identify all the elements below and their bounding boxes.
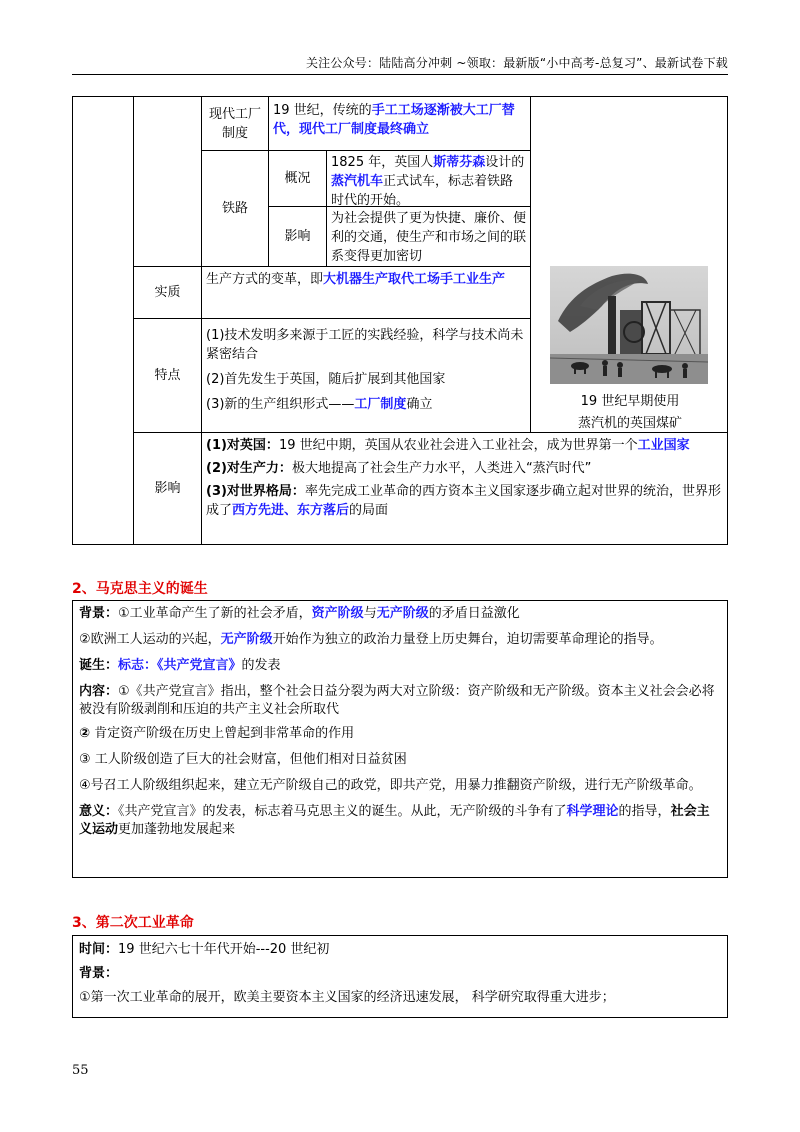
section-2-title: 2、马克思主义的诞生 [72,581,208,597]
row-content-factory-system [269,99,530,150]
s2-bold: 无产阶级 [220,632,273,647]
s3-text: 19 世纪六七十年代开始---20 世纪初 [118,942,330,957]
row-content-influence [202,434,727,544]
s3-background-label: 背景： [79,966,119,981]
photo-caption-line1: 19 世纪早期使用 [580,394,680,409]
feature-item-bold: 工厂制度 [354,397,407,412]
influence-key: (3)对世界格局： [206,484,305,499]
influence-text: 19 世纪中期，英国从农业社会进入工业社会，成为世界第一个 [278,438,638,453]
table-border-left [72,96,73,545]
coal-mine-photo [550,266,708,384]
s2-content-2 [73,725,727,743]
s2-text: 开始作为独立的政治力量登上历史舞台，迫切需要革命理论的指导。 [272,632,663,647]
railway-overview-content [327,151,530,206]
s3-time [73,941,727,959]
influence-key: (2)对生产力： [206,461,292,476]
s2-bold: 标志：《共产党宣言》 [118,658,242,673]
influence-item-britain [206,436,723,455]
s2-text: 的指导， [618,804,671,819]
section-3-box [72,935,728,1018]
influence-key: (1)对英国： [206,438,279,453]
s2-birth [73,657,727,675]
feature-item-text: (3)新的生产组织形式—— [206,397,355,412]
page-header: 关注公众号：陆陆高分冲刺 ~领取：最新版“小中高考-总复习”、最新试卷下载 [305,56,728,70]
essence-bold: 大机器生产取代工场手工业生产 [323,272,506,287]
influence-bold: 工业国家 [637,438,690,453]
s2-sig-label: 意义： [79,804,119,819]
influence-bold: 西方先进、东方落后 [232,503,350,518]
s2-birth-label: 诞生： [79,658,119,673]
s3-time-label: 时间： [79,942,119,957]
s2-significance [73,803,727,839]
factory-system-text: 19 世纪，传统的 [273,103,372,118]
row-label-influence: 影响 [154,481,181,496]
photo-caption-line2: 蒸汽机的英国煤矿 [577,416,682,431]
s2-text: 与 [363,606,377,621]
factory-system-bold: 手工工场逐渐被大工厂替代，现代工厂制度最终确立 [273,103,515,137]
s2-bold: 科学理论 [566,804,619,819]
s2-text: ②欧洲工人运动的兴起， [79,632,221,647]
page-number: 55 [72,1063,89,1078]
s2-text: ①《共产党宣言》指出，整个社会日益分裂为两大对立阶级：资产阶级和无产阶级。资本主义社会会必将被没有阶级剥削和压迫的共产主义社会所取代 [79,684,715,717]
s2-text: 更加蓬勃地发展起来 [118,822,236,837]
table-border-bottom [72,544,728,545]
s2-text: 肯定资产阶级在历史上曾起到非常革命的作用 [94,726,355,741]
railway-overview-text-1: 1825 年，英国人 [331,155,434,170]
s2-bold: 无产阶级 [376,606,429,621]
feature-item: (2)首先发生于英国，随后扩展到其他国家 [206,372,446,387]
row-label-essence: 实质 [154,285,181,300]
s2-key: 社会主义运动 [79,804,710,837]
railway-impact-content: 为社会提供了更为快捷、廉价、便利的交通，使生产和市场之间的联系变得更加密切 [331,211,527,264]
s2-content-4: ④号召工人阶级组织起来，建立无产阶级自己的政党，即共产党，用暴力推翻资产阶级，进行无产阶级革命。 [79,778,702,793]
influence-item-world [206,482,723,520]
s2-text: 《共产党宣言》的发表，标志着马克思主义的诞生。从此，无产阶级的斗争有了 [118,804,567,819]
table-border-top [72,96,728,97]
influence-text: 极大地提高了社会生产力水平，人类进入“蒸汽时代” [291,461,592,476]
railway-overview-text-2: 设计的 [485,155,525,170]
influence-text: 的局面 [349,503,389,518]
influence-item-productivity [206,459,723,478]
s2-text: 的发表 [241,658,281,673]
railway-sub-impact: 影响 [284,229,311,244]
s2-background-1 [73,605,727,623]
s2-content-label: 内容： [79,684,119,699]
essence-text: 生产方式的变革，即 [206,272,324,287]
railway-sub-overview: 概况 [284,171,311,186]
table-border-right [727,96,728,545]
s2-mark: ② [79,726,91,741]
row-line [133,432,728,433]
influence-text: 率先完成工业革命的西方资本主义国家逐步确立起对世界的统治，世界形成了 [206,484,721,518]
stephenson-highlight: 斯蒂芬森 [433,155,486,170]
col-line [530,96,531,433]
s2-bg-label: 背景： [79,606,119,621]
row-content-essence [202,268,530,318]
section-2-box [72,600,728,878]
s2-text: ①工业革命产生了新的社会矛盾， [118,606,312,621]
section-3-title: 3、第二次工业革命 [72,915,194,931]
feature-item: (1)技术发明多来源于工匠的实践经验，科学与技术尚未紧密结合 [206,328,524,362]
s3-background-1: ①第一次工业革命的展开，欧美主要资本主义国家的经济迅速发展， 科学研究取得重大进步； [79,990,615,1005]
s2-content-1 [73,683,727,719]
feature-item-text: 确立 [406,397,433,412]
row-label-railway: 铁路 [221,201,248,216]
s2-background-2 [73,631,727,649]
s2-bold: 资产阶级 [311,606,364,621]
s2-content-3: ③ 工人阶级创造了巨大的社会财富，但他们相对日益贫困 [79,752,407,767]
row-label-features: 特点 [154,368,181,383]
railway-overview-text-3: 正式试车，标志着铁路时代的开始。 [331,174,514,208]
row-label-factory-system: 现代工厂制度 [208,106,261,141]
s2-text: 的矛盾日益激化 [428,606,520,621]
header-rule [72,74,728,75]
row-content-features [202,324,530,432]
feature-item [206,395,526,414]
locomotive-highlight: 蒸汽机车 [331,174,384,189]
